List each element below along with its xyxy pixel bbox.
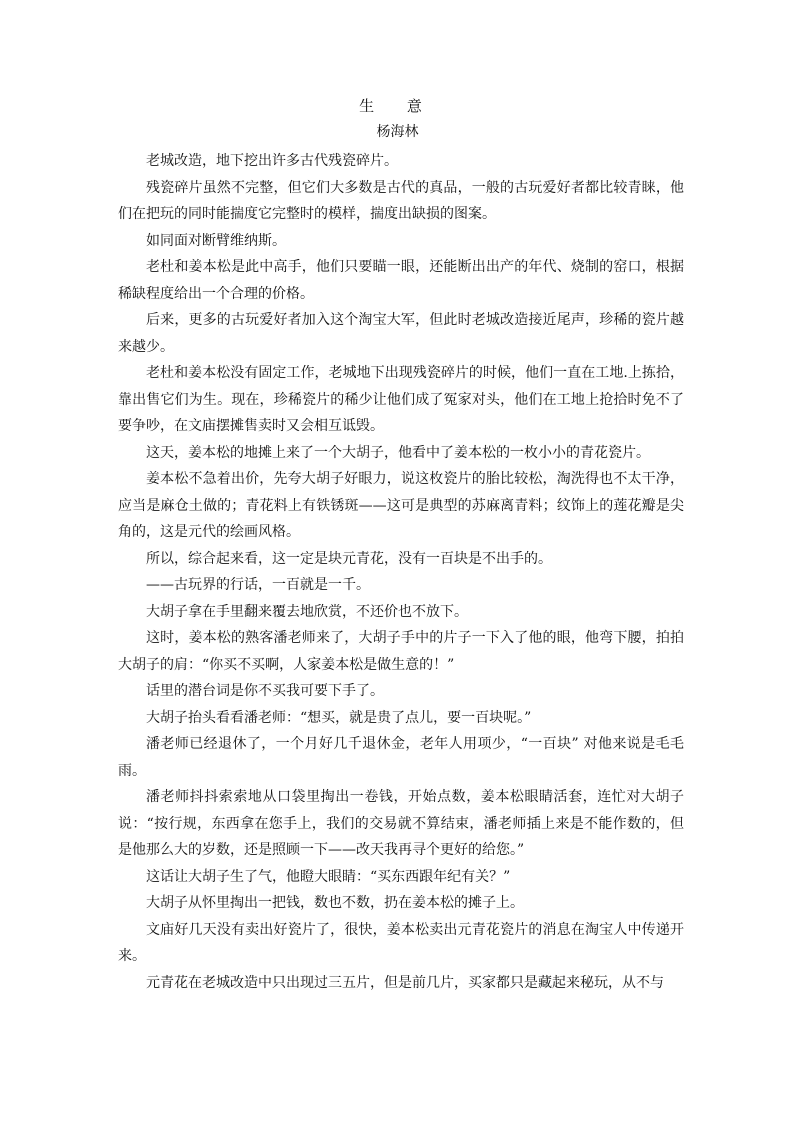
- paragraph: 这时，姜本松的熟客潘老师来了，大胡子手中的片子一下入了他的眼，他弯下腰，拍拍大胡子的肩：“你买不买啊，人家姜本松是做生意的！”: [118, 630, 684, 673]
- paragraph: 大胡子拿在手里翻来覆去地欣赏，不还价也不放下。: [146, 603, 468, 620]
- paragraph: 残瓷碎片虽然不完整，但它们大多数是古代的真品，一般的古玩爱好者都比较青睐，他们在把玩的同时能揣度它完整时的模样，揣度出缺损的图案。: [118, 179, 684, 222]
- paragraph: 潘老师已经退休了，一个月好几千退休金，老年人用项少，“一百块” 对他来说是毛毛雨。: [118, 736, 684, 779]
- paragraph: 元青花在老城改造中只出现过三五片，但是前几片，买家都只是藏起来秘玩，从不与: [146, 974, 664, 991]
- document-body: [118, 148, 684, 996]
- paragraph: 这话让大胡子生了气，他瞪大眼睛：“买东西跟年纪有关？”: [146, 868, 511, 885]
- document-author: 杨海林: [376, 124, 419, 140]
- paragraph: 这天，姜本松的地摊上来了一个大胡子，他看中了姜本松的一枚小小的青花瓷片。: [146, 444, 650, 461]
- paragraph: 话里的潜台词是你不买我可要下手了。: [146, 683, 384, 699]
- paragraph: 大胡子从怀里掏出一把钱，数也不数，扔在姜本松的摊子上。: [146, 895, 524, 911]
- paragraph: 后来，更多的古玩爱好者加入这个淘宝大军，但此时老城改造接近尾声，珍稀的瓷片越来越少。: [118, 312, 684, 355]
- paragraph: 所以，综合起来看，这一定是块元青花，没有一百块是不出手的。: [146, 550, 552, 567]
- paragraph: 老城改造，地下挖出许多古代残瓷碎片。: [146, 153, 398, 169]
- paragraph: 大胡子抬头看看潘老师：“想买，就是贵了点儿，要一百块呢。”: [146, 709, 532, 726]
- paragraph: 潘老师抖抖索索地从口袋里掏出一卷钱，开始点数，姜本松眼睛活套，连忙对大胡子说：“按行规，东西拿在您手上，我们的交易就不算结束，潘老师插上来是不能作数的，但是他那么大的岁数，还是照顾一下——改天我再寻个更好的给您。”: [118, 789, 684, 858]
- paragraph: 老杜和姜本松没有固定工作，老城地下出现残瓷碎片的时候，他们一直在工地.上拣拾，靠出售它们为生。现在，珍稀瓷片的稀少让他们成了冤家对头，他们在工地上抢拾时免不了要争吵，在文庙摆摊售卖时又会相互诋毁。: [118, 365, 684, 434]
- paragraph: 如同面对断臂维纳斯。: [146, 232, 286, 249]
- paragraph: 文庙好几天没有卖出好瓷片了，很快，姜本松卖出元青花瓷片的消息在淘宝人中传递开来。: [118, 921, 684, 964]
- paragraph: 姜本松不急着出价，先夸大胡子好眼力，说这枚瓷片的胎比较松，淘洗得也不太干净，应当是麻仓土做的；青花料上有铁锈斑——这可是典型的苏麻离青料；纹饰上的莲花瓣是尖角的，这是元代的绘画风格。: [118, 471, 684, 540]
- document-title: 生 意: [359, 97, 436, 115]
- paragraph: ——古玩界的行话，一百就是一千。: [146, 577, 370, 593]
- paragraph: 老杜和姜本松是此中高手，他们只要瞄一眼，还能断出出产的年代、烧制的窑口，根据稀缺程度给出一个合理的价格。: [118, 259, 684, 302]
